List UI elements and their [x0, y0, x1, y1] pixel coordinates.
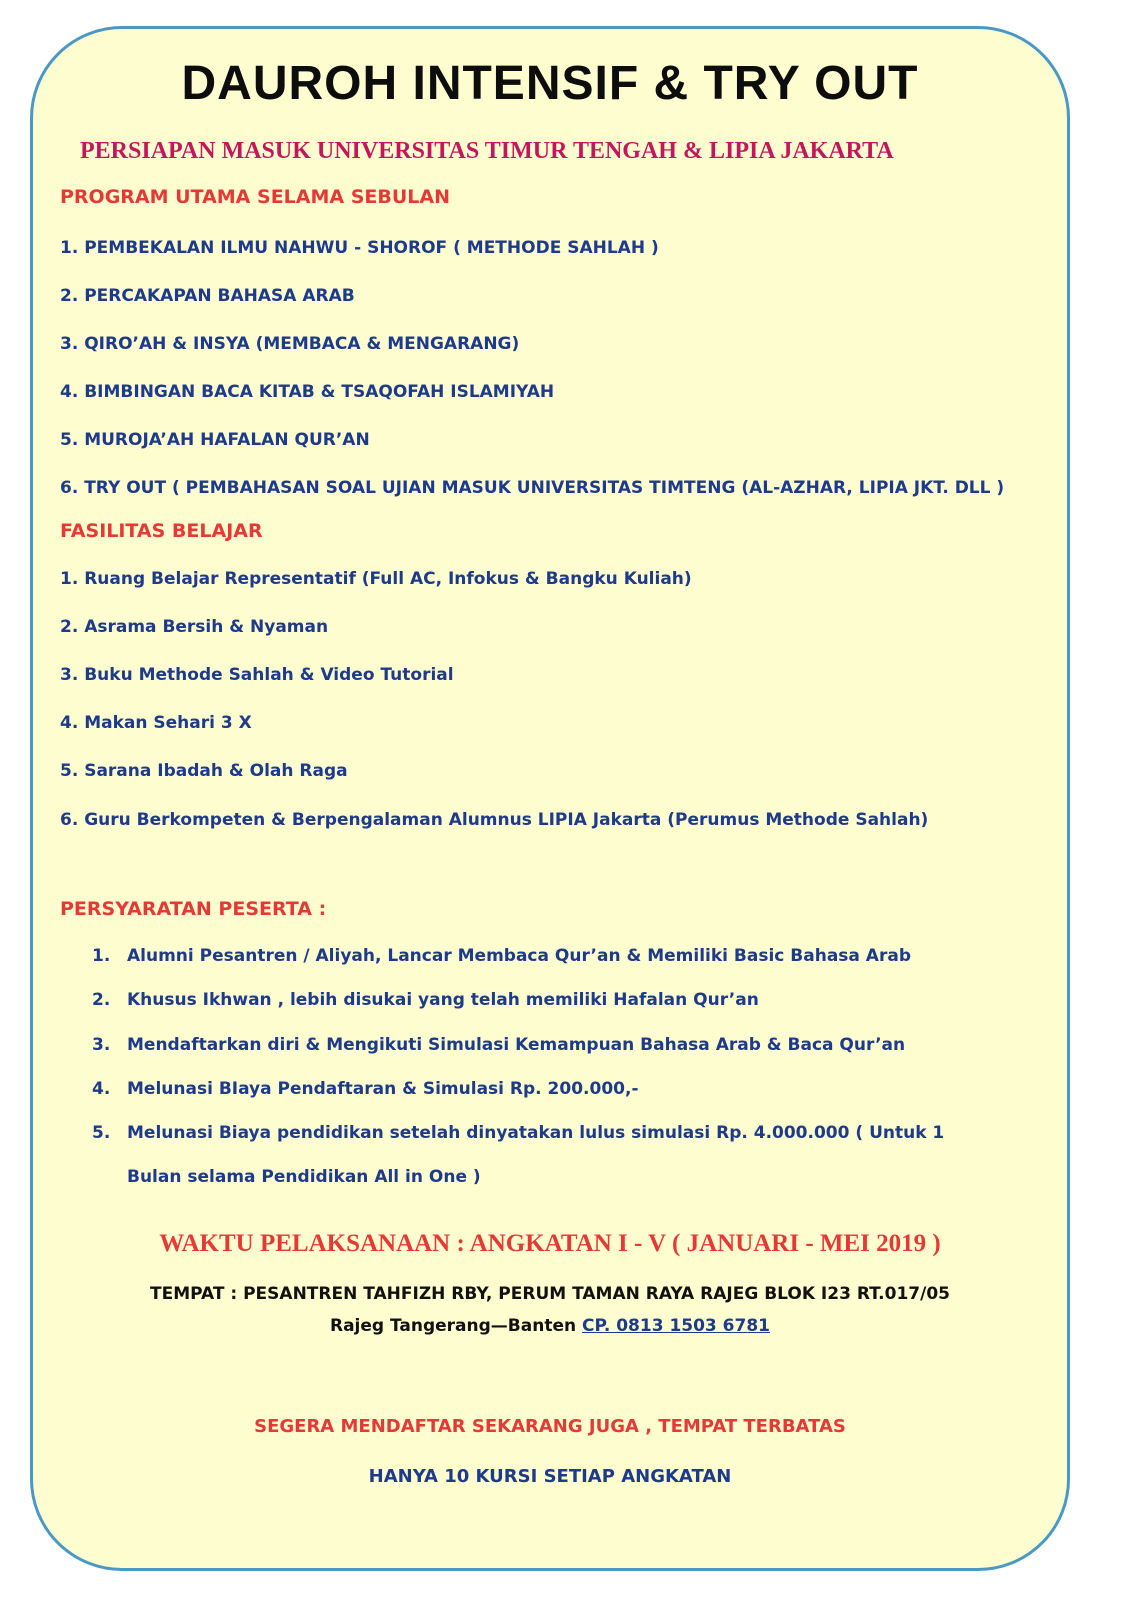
- requirement-number: 5.: [92, 1123, 111, 1143]
- program-item: 5. MUROJA’AH HAFALAN QUR’AN: [60, 430, 370, 450]
- tempat-address: Rajeg Tangerang—Banten: [329, 1316, 583, 1336]
- fasilitas-item: 6. Guru Berkompeten & Berpengalaman Alumnus LIPIA Jakarta (Perumus Methode Sahlah): [60, 810, 929, 830]
- tempat-line-1: TEMPAT : PESANTREN TAHFIZH RBY, PERUM TAMAN RAYA RAJEG BLOK I23 RT.017/05: [150, 1284, 950, 1304]
- requirement-number: 2.: [92, 990, 111, 1010]
- program-item: 3. QIRO’AH & INSYA (MEMBACA & MENGARANG): [60, 334, 520, 354]
- persyaratan-heading: PERSYARATAN PESERTA :: [60, 898, 327, 920]
- tempat-line-2: [0, 1316, 1100, 1336]
- fasilitas-heading: FASILITAS BELAJAR: [60, 520, 263, 542]
- requirement-text-continued: Bulan selama Pendidikan All in One ): [127, 1167, 481, 1187]
- fasilitas-item: 4. Makan Sehari 3 X: [60, 713, 252, 733]
- requirement-number: 3.: [92, 1035, 111, 1055]
- program-item: 2. PERCAKAPAN BAHASA ARAB: [60, 286, 355, 306]
- requirement-text: Melunasi Biaya pendidikan setelah dinyatakan lulus simulasi Rp. 4.000.000 ( Untuk 1: [127, 1123, 945, 1143]
- contact-phone-link[interactable]: CP. 0813 1503 6781: [582, 1316, 770, 1336]
- footer-seat-limit: HANYA 10 KURSI SETIAP ANGKATAN: [368, 1466, 732, 1487]
- fasilitas-item: 2. Asrama Bersih & Nyaman: [60, 617, 329, 637]
- poster-title: DAUROH INTENSIF & TRY OUT: [181, 57, 919, 110]
- fasilitas-item: 1. Ruang Belajar Representatif (Full AC, Infokus & Bangku Kuliah): [60, 569, 692, 589]
- poster-subtitle: PERSIAPAN MASUK UNIVERSITAS TIMUR TENGAH & LIPIA JAKARTA: [80, 138, 894, 164]
- requirement-text: Alumni Pesantren / Aliyah, Lancar Membaca Qur’an & Memiliki Basic Bahasa Arab: [127, 946, 911, 966]
- requirement-text: Mendaftarkan diri & Mengikuti Simulasi Kemampuan Bahasa Arab & Baca Qur’an: [127, 1035, 906, 1055]
- requirement-text: Melunasi BIaya Pendaftaran & Simulasi Rp. 200.000,-: [127, 1079, 639, 1099]
- requirement-number: 4.: [92, 1079, 111, 1099]
- program-item: 4. BIMBINGAN BACA KITAB & TSAQOFAH ISLAMIYAH: [60, 382, 555, 402]
- fasilitas-item: 5. Sarana Ibadah & Olah Raga: [60, 761, 348, 781]
- program-item: 1. PEMBEKALAN ILMU NAHWU - SHOROF ( METHODE SAHLAH ): [60, 238, 659, 258]
- requirement-text: Khusus Ikhwan , lebih disukai yang telah memiliki Hafalan Qur’an: [127, 990, 759, 1010]
- waktu-pelaksanaan: WAKTU PELAKSANAAN : ANGKATAN I - V ( JANUARI - MEI 2019 ): [159, 1230, 941, 1257]
- program-item: 6. TRY OUT ( PEMBAHASAN SOAL UJIAN MASUK UNIVERSITAS TIMTENG (AL-AZHAR, LIPIA JKT. DLL ): [60, 478, 1005, 498]
- footer-call-to-action: SEGERA MENDAFTAR SEKARANG JUGA , TEMPAT TERBATAS: [254, 1416, 846, 1437]
- program-heading: PROGRAM UTAMA SELAMA SEBULAN: [60, 186, 450, 208]
- fasilitas-item: 3. Buku Methode Sahlah & Video Tutorial: [60, 665, 454, 685]
- requirement-number: 1.: [92, 946, 111, 966]
